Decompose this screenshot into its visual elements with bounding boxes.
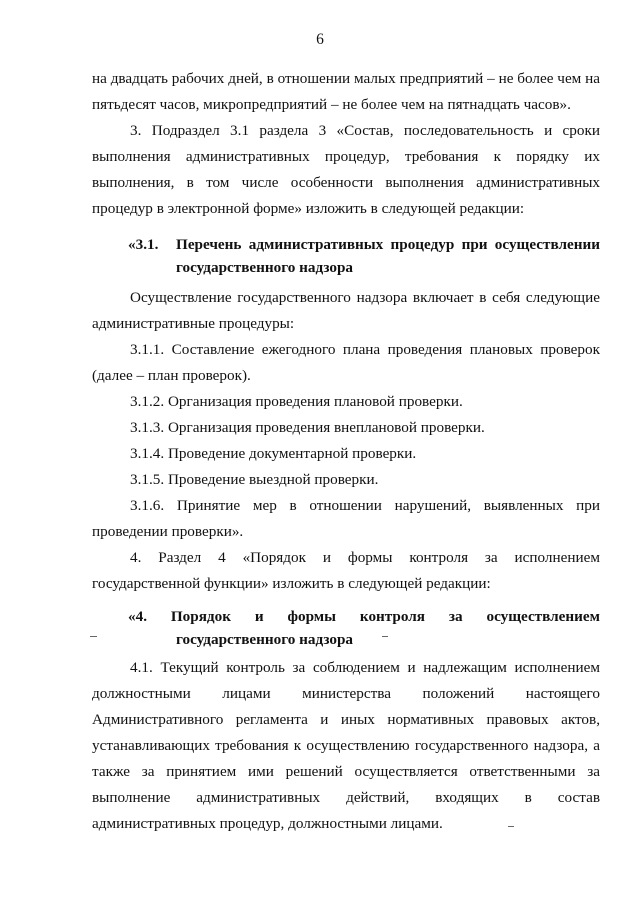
paragraph-4 bbox=[92, 545, 600, 597]
heading-text bbox=[176, 232, 600, 278]
text-line: проведении проверки». bbox=[92, 523, 244, 540]
text-line: также за принятием ими решений осуществляется ответственными за bbox=[92, 763, 600, 780]
list-item-3-1-1 bbox=[92, 337, 600, 389]
text-line: пятьдесят часов, микропредприятий – не более чем на пятнадцать часов». bbox=[92, 96, 571, 113]
text-line: административных процедур, должностными лицами. bbox=[92, 815, 443, 832]
heading-word: осуществлением bbox=[486, 608, 600, 625]
paragraph-intro bbox=[92, 66, 600, 118]
heading-word: и bbox=[254, 608, 264, 625]
text-line: 3. Подраздел 3.1 раздела 3 «Состав, последовательность и сроки bbox=[130, 122, 600, 139]
heading-3-1 bbox=[128, 232, 600, 278]
list-item-3-1-3: 3.1.3. Организация проведения внеплановой проверки. bbox=[130, 419, 485, 436]
text-line: выполнения, в том числе особенности выполнения административных bbox=[92, 174, 600, 191]
heading-number: «3.1. bbox=[128, 236, 159, 253]
heading-word: формы bbox=[287, 608, 337, 625]
heading-word: за bbox=[448, 608, 463, 625]
text-line: 3.1.6. Принятие мер в отношении нарушений, выявленных при bbox=[130, 497, 600, 514]
text-line: административные процедуры: bbox=[92, 315, 295, 332]
text-line: Административного регламента и иных нормативных правовых актов, bbox=[92, 711, 600, 728]
heading-word: Порядок bbox=[170, 608, 231, 625]
text-line: (далее – план проверок). bbox=[92, 367, 251, 384]
heading-line: государственного надзора bbox=[176, 259, 354, 276]
page-number: 6 bbox=[316, 31, 324, 48]
text-line: выполнение административных действий, входящих в состав bbox=[92, 789, 600, 806]
text-line: 3.1.1. Составление ежегодного плана проведения плановых проверок bbox=[130, 341, 600, 358]
text-line: 4.1. Текущий контроль за соблюдением и надлежащим исполнением bbox=[130, 659, 600, 676]
heading-word: контроля bbox=[359, 608, 426, 625]
list-item-3-1-6 bbox=[92, 493, 600, 545]
text-line: должностными лицами министерства положений настоящего bbox=[92, 685, 600, 702]
text-line: Осуществление государственного надзора включает в себя следующие bbox=[130, 289, 600, 306]
scan-mark bbox=[382, 636, 388, 637]
text-line: выполнения административных процедур, требования к порядку их bbox=[92, 148, 600, 165]
scan-mark bbox=[508, 826, 514, 827]
heading-line: государственного надзора bbox=[176, 631, 354, 648]
paragraph-procedures-intro bbox=[92, 285, 600, 337]
scan-mark bbox=[90, 636, 97, 637]
list-item-3-1-5: 3.1.5. Проведение выездной проверки. bbox=[130, 471, 379, 488]
heading-4 bbox=[128, 604, 600, 650]
text-line: устанавливающих требования к осуществлению государственного надзора, а bbox=[92, 737, 600, 754]
heading-line: Перечень административных процедур при осуществлении bbox=[176, 236, 600, 253]
text-line: на двадцать рабочих дней, в отношении малых предприятий – не более чем на bbox=[92, 70, 600, 87]
list-item-3-1-2: 3.1.2. Организация проведения плановой проверки. bbox=[130, 393, 463, 410]
text-line: государственной функции» изложить в следующей редакции: bbox=[92, 575, 491, 592]
heading-line bbox=[128, 604, 600, 627]
heading-number: «4. bbox=[128, 608, 147, 625]
list-item-3-1-4: 3.1.4. Проведение документарной проверки. bbox=[130, 445, 417, 462]
paragraph-3 bbox=[92, 118, 600, 222]
paragraph-4-1 bbox=[92, 655, 600, 837]
text-line: процедур в электронной форме» изложить в следующей редакции: bbox=[92, 200, 525, 217]
text-line: 4. Раздел 4 «Порядок и формы контроля за исполнением bbox=[130, 549, 600, 566]
